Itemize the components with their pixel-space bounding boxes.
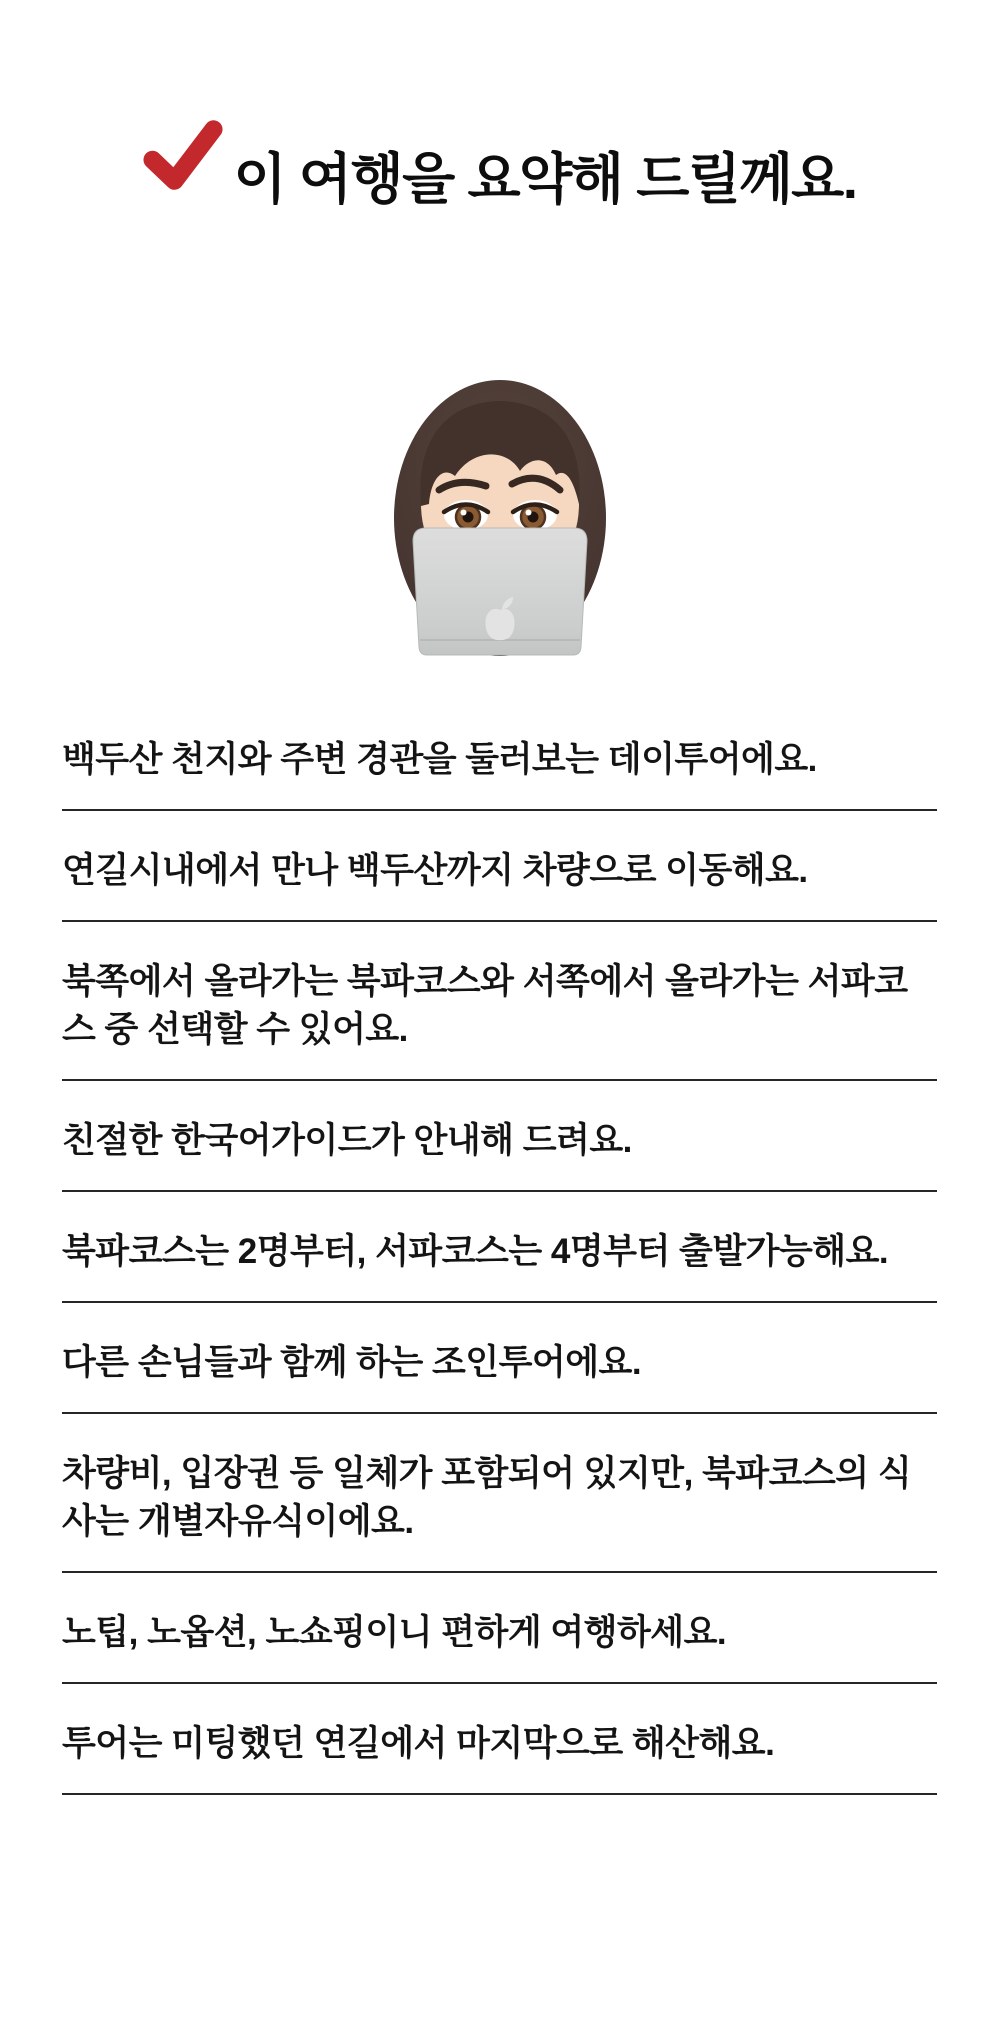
summary-item bbox=[62, 700, 937, 811]
summary-item-text: 노팁, 노옵션, 노쇼핑이니 편하게 여행하세요. bbox=[62, 1612, 727, 1652]
left-eye bbox=[444, 500, 488, 530]
summary-item bbox=[62, 811, 937, 922]
summary-item bbox=[62, 1192, 937, 1303]
page-title: 이 여행을 요약해 드릴께요. bbox=[233, 147, 857, 210]
summary-list bbox=[62, 700, 937, 1795]
summary-item-text: 북파코스는 2명부터, 서파코스는 4명부터 출발가능해요. bbox=[62, 1231, 889, 1271]
memoji-woman-laptop-icon bbox=[389, 378, 611, 660]
summary-item-text: 백두산 천지와 주변 경관을 둘러보는 데이투어에요. bbox=[62, 739, 817, 779]
summary-item bbox=[62, 922, 937, 1081]
page-header bbox=[0, 106, 1000, 252]
summary-item-text: 차량비, 입장권 등 일체가 포함되어 있지만, 북파코스의 식사는 개별자유식이에요. bbox=[62, 1453, 912, 1541]
summary-item-text: 친절한 한국어가이드가 안내해 드려요. bbox=[62, 1120, 632, 1160]
tour-summary-page bbox=[0, 106, 1000, 2035]
summary-item bbox=[62, 1414, 937, 1573]
summary-item bbox=[62, 1573, 937, 1684]
memoji-avatar bbox=[0, 378, 1000, 660]
red-checkmark-icon bbox=[143, 116, 223, 196]
summary-item-text: 북쪽에서 올라가는 북파코스와 서쪽에서 올라가는 서파코스 중 선택할 수 있어요. bbox=[62, 961, 908, 1049]
summary-item bbox=[62, 1081, 937, 1192]
summary-item-text: 연길시내에서 만나 백두산까지 차량으로 이동해요. bbox=[62, 850, 808, 890]
summary-item bbox=[62, 1684, 937, 1795]
summary-item bbox=[62, 1303, 937, 1414]
right-eye bbox=[513, 500, 557, 530]
summary-item-text: 다른 손님들과 함께 하는 조인투어에요. bbox=[62, 1342, 642, 1382]
summary-item-text: 투어는 미팅했던 연길에서 마지막으로 해산해요. bbox=[62, 1723, 775, 1763]
